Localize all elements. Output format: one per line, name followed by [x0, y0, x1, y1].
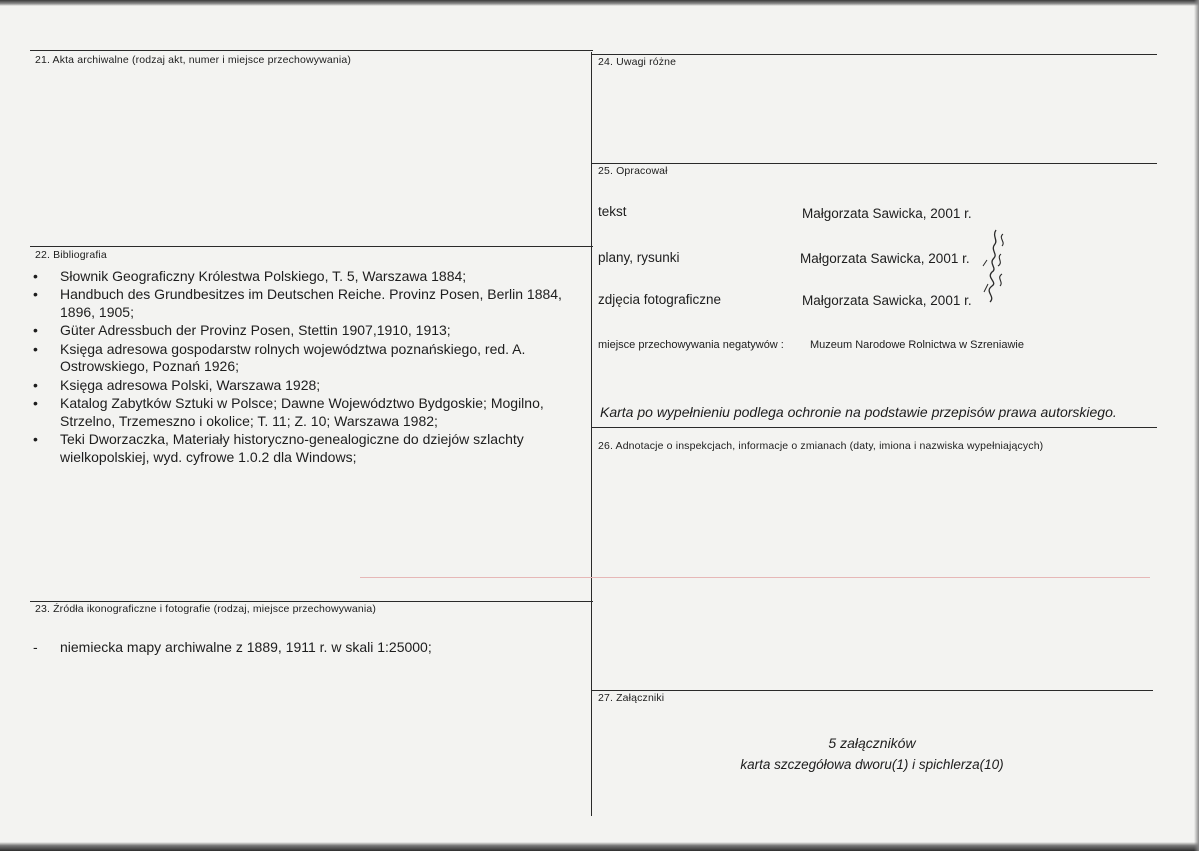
rule-section-27: [592, 690, 1153, 691]
section-26-label: 26. Adnotacje o inspekcjach, informacje o zmianach (daty, imiona i nazwiska wypełniających): [598, 440, 1044, 452]
section-24-label: 24. Uwagi różne: [598, 56, 677, 68]
rule-top-right: [592, 54, 1157, 55]
author-row-photos-label: zdjęcia fotograficzne: [598, 292, 722, 307]
handwritten-signature: [978, 226, 1010, 306]
rule-section-25: [592, 163, 1157, 164]
section-25-label: 25. Opracował: [598, 165, 668, 177]
attachments-details: karta szczegółowa dworu(1) i spichlerza(10): [740, 757, 1004, 772]
bullet-icon: •: [33, 322, 38, 339]
bibliography-item: [33, 268, 593, 286]
rule-section-22: [30, 246, 593, 247]
bibliography-text: Handbuch des Grundbesitzes im Deutschen Reiche. Provinz Posen, Berlin 1884, 1896, 1905;: [60, 286, 562, 321]
scan-edge-bottom: [0, 842, 1199, 851]
dash-bullet-icon: -: [33, 639, 38, 655]
author-row-text-label: tekst: [598, 204, 627, 219]
scan-edge-top: [0, 0, 1199, 6]
scan-edge-right: [1194, 0, 1199, 851]
bibliography-text: Księga adresowa gospodarstw rolnych województwa poznańskiego, red. A. Ostrowskiego, Poznań 1926;: [60, 340, 526, 375]
author-row-photos-value: Małgorzata Sawicka, 2001 r.: [802, 293, 972, 308]
bullet-icon: •: [33, 430, 38, 447]
iconography-item: niemiecka mapy archiwalne z 1889, 1911 r. w skali 1:25000;: [60, 639, 432, 655]
bibliography-text: Güter Adressbuch der Provinz Posen, Stettin 1907,1910, 1913;: [60, 322, 451, 339]
bibliography-text: Słownik Geograficzny Królestwa Polskiego, T. 5, Warszawa 1884;: [60, 268, 467, 284]
bullet-icon: •: [33, 268, 38, 284]
bullet-icon: •: [33, 286, 38, 303]
bibliography-item: [33, 395, 593, 431]
bibliography-item: [33, 431, 593, 467]
section-23-label: 23. Źródła ikonograficzne i fotografie (rodzaj, miejsce przechowywania): [35, 603, 376, 615]
rule-section-26: [592, 427, 1157, 428]
section-21-label: 21. Akta archiwalne (rodzaj akt, numer i miejsce przechowywania): [35, 54, 351, 66]
negatives-label: miejsce przechowywania negatywów :: [598, 339, 784, 351]
bibliography-text: Księga adresowa Polski, Warszawa 1928;: [60, 376, 321, 393]
attachments-count: 5 załączników: [828, 735, 916, 751]
bibliography-list: [33, 268, 593, 467]
bibliography-item: [33, 286, 593, 322]
bullet-icon: •: [33, 394, 38, 411]
bullet-icon: •: [33, 376, 38, 393]
bibliography-text: Teki Dworzaczka, Materiały historyczno-genealogiczne do dziejów szlachty wielkopolskiej, wyd. cyfrowe 1.0.2 dla Windows;: [60, 430, 524, 465]
bullet-icon: •: [33, 340, 38, 357]
section-27-label: 27. Załączniki: [598, 692, 665, 704]
faint-red-guide-line: [360, 577, 1150, 578]
author-row-plans-label: plany, rysunki: [598, 250, 680, 265]
bibliography-item: [33, 377, 593, 395]
author-row-text-value: Małgorzata Sawicka, 2001 r.: [802, 206, 972, 221]
bibliography-text: Katalog Zabytków Sztuki w Polsce; Dawne Województwo Bydgoskie; Mogilno, Strzelno, Trzemeszno i okolice; T. 11; Z. 10; Warszawa 1982;: [60, 394, 544, 429]
bibliography-item: [33, 322, 593, 340]
rule-top-left: [30, 50, 593, 51]
author-row-plans-value: Małgorzata Sawicka, 2001 r.: [800, 251, 970, 266]
section-22-label: 22. Bibliografia: [35, 249, 107, 261]
rule-section-23: [30, 601, 593, 602]
copyright-note: Karta po wypełnieniu podlega ochronie na podstawie przepisów prawa autorskiego.: [600, 404, 1117, 420]
negatives-value: Muzeum Narodowe Rolnictwa w Szreniawie: [810, 339, 1024, 351]
bibliography-item: [33, 341, 593, 377]
